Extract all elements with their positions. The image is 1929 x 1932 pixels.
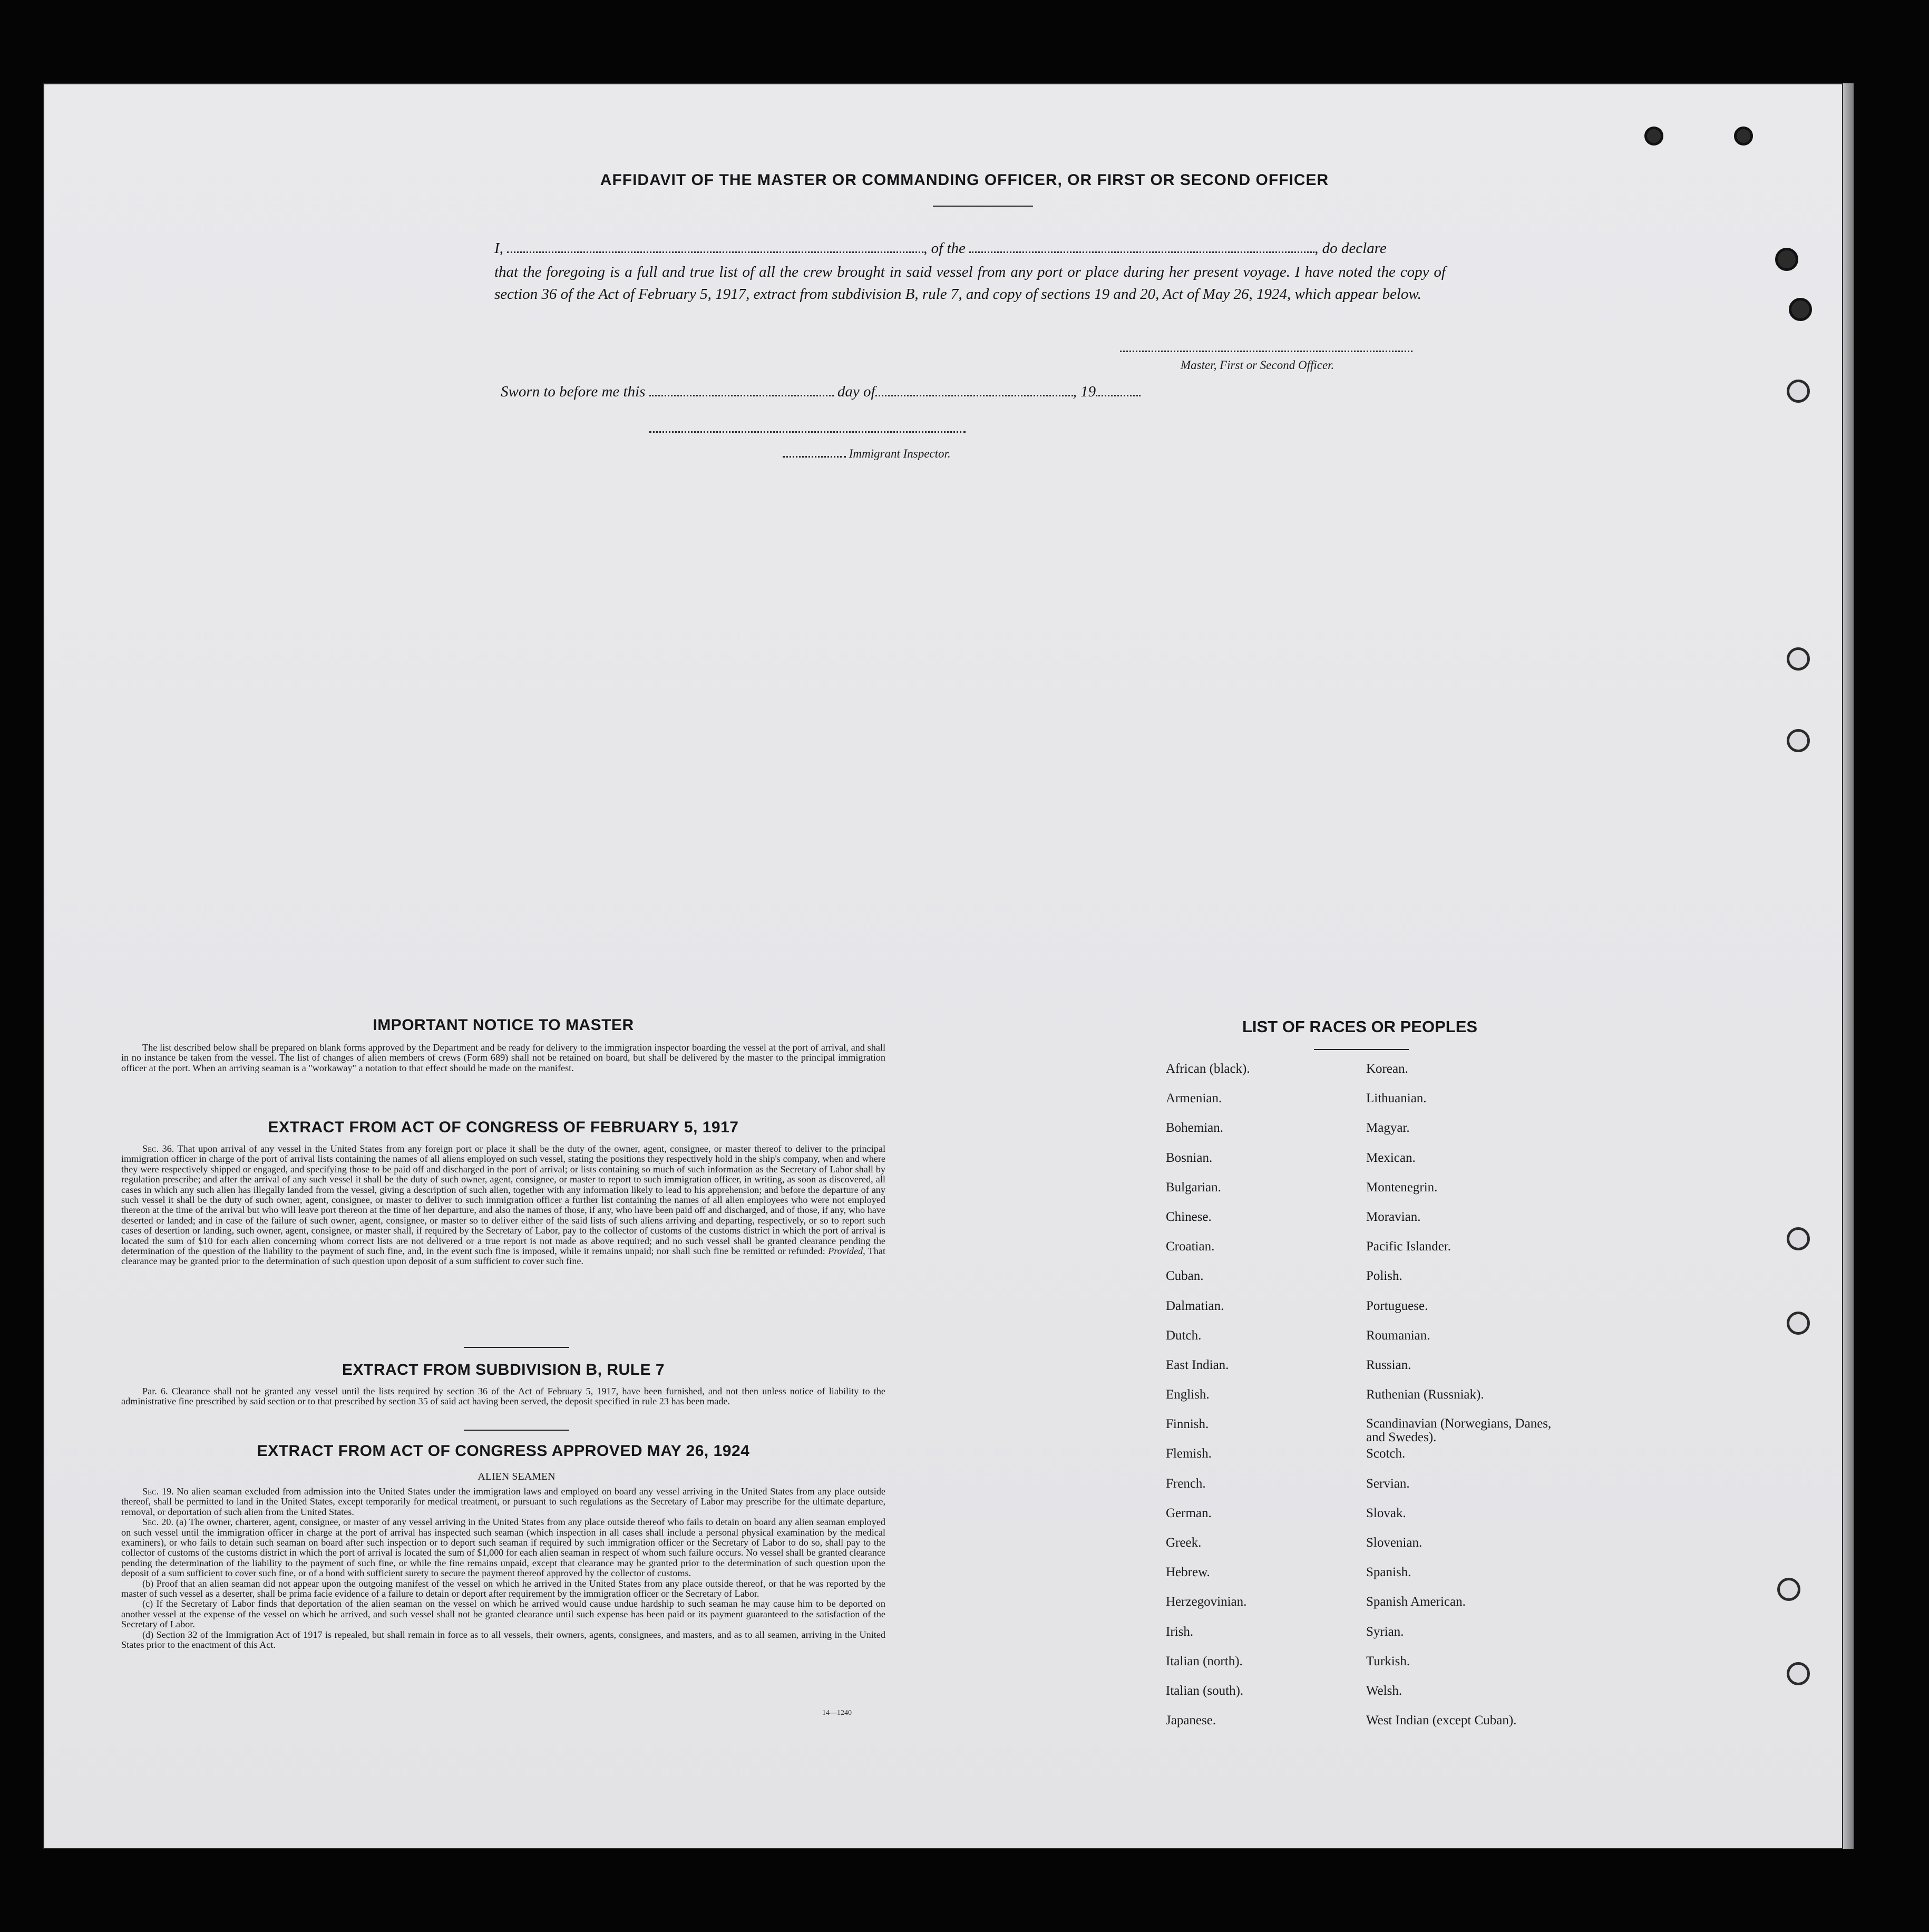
race-item: Irish. — [1166, 1624, 1194, 1639]
binder-hole-icon — [1787, 729, 1810, 752]
binder-hole-icon — [1775, 248, 1798, 271]
sec19-label: Sec. 19. — [142, 1486, 174, 1497]
extract-1924-body — [121, 1487, 885, 1651]
race-item: Bohemian. — [1166, 1121, 1224, 1135]
race-item: Pacific Islander. — [1366, 1239, 1451, 1254]
race-item: Chinese. — [1166, 1209, 1212, 1224]
races-right-column — [1366, 1062, 1587, 1743]
race-item: Scotch. — [1366, 1446, 1406, 1461]
race-item: Dutch. — [1166, 1328, 1202, 1343]
binder-hole-icon — [1777, 1578, 1800, 1601]
extract-1917-title: EXTRACT FROM ACT OF CONGRESS OF FEBRUARY 5, 1917 — [268, 1119, 739, 1136]
race-item: Armenian. — [1166, 1091, 1222, 1106]
race-item: German. — [1166, 1506, 1212, 1520]
sec36-label: Sec. 36. — [142, 1143, 174, 1154]
race-item: Scandinavian (Norwegians, Danes, and Swedes). — [1366, 1416, 1552, 1445]
race-item: Flemish. — [1166, 1446, 1212, 1461]
races-left-column — [1166, 1062, 1387, 1743]
race-item: Hebrew. — [1166, 1565, 1210, 1580]
section-divider — [464, 1347, 569, 1348]
race-item: Dalmatian. — [1166, 1298, 1224, 1313]
affidavit-i-label: I, — [494, 240, 503, 257]
race-item: Polish. — [1366, 1269, 1402, 1284]
binder-hole-icon — [1789, 298, 1812, 321]
race-item: Herzegovinian. — [1166, 1595, 1247, 1609]
section-divider — [464, 1430, 569, 1431]
inspector-line — [783, 447, 951, 461]
sec20b-paragraph: (b) Proof that an alien seaman did not appear upon the outgoing manifest of the vessel on which he arrived in the United States from any place outside thereof, or that he was reported by the master of such vessel as a deserter, shall be prima facie evidence of a failure to detain or deport after requirement by the immigration officer or the Secretary of Labor. — [121, 1578, 885, 1599]
affidavit-do-declare-label: , do declare — [1314, 240, 1387, 257]
year-prefix-label: , 19 — [1073, 383, 1096, 400]
alien-seamen-subtitle: ALIEN SEAMEN — [478, 1471, 556, 1482]
race-item: Montenegrin. — [1366, 1180, 1438, 1195]
vessel-name-field[interactable] — [969, 251, 1314, 253]
race-item: Bosnian. — [1166, 1150, 1213, 1165]
rule7-body: Par. 6. Clearance shall not be granted any vessel until the lists required by section 36 of the Act of February 5, 1917, have been furnished, and not then unless notice of liability to the administrative fine prescribed by said section or to that prescribed by section 35 of said act having been served, the deposit specified in rule 23 has been made. — [121, 1386, 885, 1407]
sheet-edge — [1843, 83, 1854, 1849]
race-item: Spanish. — [1366, 1565, 1411, 1580]
day-of-label: day of — [837, 383, 875, 400]
race-item: Bulgarian. — [1166, 1180, 1221, 1195]
race-item: Ruthenian (Russniak). — [1366, 1387, 1484, 1402]
race-item: Magyar. — [1366, 1121, 1410, 1135]
binder-hole-icon — [1644, 127, 1663, 145]
race-item: Roumanian. — [1366, 1328, 1430, 1343]
binder-hole-icon — [1787, 1662, 1810, 1685]
extract-1917-body — [121, 1144, 885, 1267]
race-item: Korean. — [1366, 1062, 1408, 1076]
title-divider — [933, 206, 1033, 207]
race-item: Moravian. — [1366, 1209, 1421, 1224]
notice-title: IMPORTANT NOTICE TO MASTER — [373, 1016, 634, 1034]
affidavit-title: AFFIDAVIT OF THE MASTER OR COMMANDING OFFICER, OR FIRST OR SECOND OFFICER — [600, 171, 1329, 189]
race-item: Portuguese. — [1366, 1298, 1428, 1313]
race-item: Greek. — [1166, 1536, 1202, 1550]
binder-hole-icon — [1734, 127, 1753, 145]
provided-word: Provided, — [828, 1246, 865, 1257]
sec19-text: No alien seaman excluded from admission into the United States under the immigration laws and employed on board any vessel arriving in the United States from any place outside thereof, shall be permitted to land in the United States, except temporarily for medical treatment, or pursuant to such regulations as the Secretary of Labor may prescribe for the ultimate departure, removal, or deportation of such alien from the United States. — [121, 1486, 885, 1517]
sec20-label: Sec. 20. — [142, 1517, 174, 1528]
race-item: Italian (south). — [1166, 1683, 1244, 1698]
binder-hole-icon — [1787, 1312, 1810, 1335]
race-item: Spanish American. — [1366, 1595, 1466, 1609]
race-item: Slovak. — [1366, 1506, 1406, 1520]
binder-hole-icon — [1787, 647, 1810, 671]
master-signature-field[interactable] — [1120, 351, 1412, 352]
race-item: English. — [1166, 1387, 1210, 1402]
races-title: LIST OF RACES OR PEOPLES — [1242, 1017, 1478, 1036]
sworn-day-field[interactable] — [649, 395, 834, 396]
inspector-signature-field[interactable] — [649, 431, 966, 433]
race-item: West Indian (except Cuban). — [1366, 1713, 1517, 1728]
race-item: African (black). — [1166, 1062, 1250, 1076]
race-item: French. — [1166, 1476, 1206, 1491]
race-item: Russian. — [1366, 1357, 1411, 1372]
sec20d-paragraph: (d) Section 32 of the Immigration Act of 1917 is repealed, but shall remain in force as to all vessels, their owners, agents, consignees, and masters, and as to all seamen, arriving in the United States prior to the enactment of this Act. — [121, 1629, 885, 1651]
affidavit-declarant-line — [494, 237, 1446, 259]
race-item: Lithuanian. — [1366, 1091, 1427, 1106]
race-item: Syrian. — [1366, 1624, 1404, 1639]
declarant-name-field[interactable] — [507, 251, 923, 253]
race-item: Servian. — [1366, 1476, 1410, 1491]
master-signature-label: Master, First or Second Officer. — [1181, 358, 1334, 372]
race-item: East Indian. — [1166, 1357, 1229, 1372]
race-item: Finnish. — [1166, 1417, 1209, 1432]
race-item: Mexican. — [1366, 1150, 1416, 1165]
binder-hole-icon — [1787, 1227, 1810, 1250]
sworn-year-field[interactable] — [1096, 395, 1141, 396]
sec20a-paragraph — [121, 1517, 885, 1578]
race-item: Croatian. — [1166, 1239, 1215, 1254]
sworn-month-field[interactable] — [875, 395, 1073, 396]
race-item: Slovenian. — [1366, 1536, 1423, 1550]
race-item: Cuban. — [1166, 1269, 1204, 1284]
sec36-text: That upon arrival of any vessel in the United States from any foreign port or place it shall be the duty of the owner, agent, consignee, or master thereof to deliver to the principal immigration officer in charge of the port of arrival lists containing the names of all aliens employed on such vessel, stating the positions they respectively hold in the ship's company, when and where they were respectively shipped or engaged, and specifying those to be paid off and discharged in the port of arrival; or lists containing so much of such information as the Secretary of Labor shall by regulation prescribe; and after the arrival of any such vessel it shall be the duty of such owner, agent, consignee, or master to report to such immigration officer, in writing, as soon as discovered, all cases in which any such alien has illegally landed from the vessel, giving a description of such alien, together with any information likely to lead to his apprehension; and before the departure of any such vessel it shall be the duty of such owner, agent, consignee, or master to deliver to such immigration officer a further list containing the names of all alien employees who were not employed thereon at the time of the arrival but who will leave port thereon at the time of her departure, and also the names of those, if any, who have been paid off and discharged, and of those, if any, who have deserted or landed; and in case of the failure of such owner, agent, consignee, or master so to deliver either of the said lists of such aliens arriving and departing, respectively, or so to report such cases of desertion or landing, such owner, agent, consignee, or master shall, if required by the Secretary of Labor, pay to the collector of customs of the customs district in which the port of arrival is located the sum of $10 for each alien concerning whom correct lists are not delivered or a true report is not made as above required; and no such vessel shall be granted clearance pending the determination of the question of the liability to the payment of such fine, and, in the event such fine is imposed, while it remains unpaid; nor shall such fine be remitted or refunded: — [121, 1143, 885, 1257]
sworn-label: Sworn to before me this — [501, 383, 646, 400]
affidavit-of-the-label: , of the — [923, 240, 966, 257]
sec36-text-end: That clearance may be granted prior to the determination of such question upon deposit of a sum sufficient to cover such fine. — [121, 1246, 886, 1267]
inspector-label: Immigrant Inspector. — [849, 447, 951, 460]
sec19-paragraph — [121, 1487, 885, 1517]
form-number: 14—1240 — [822, 1709, 852, 1717]
race-item: Italian (north). — [1166, 1654, 1243, 1668]
race-item: Welsh. — [1366, 1683, 1402, 1698]
extract-1924-title: EXTRACT FROM ACT OF CONGRESS APPROVED MAY 26, 1924 — [257, 1442, 750, 1460]
sec20a-text: (a) The owner, charterer, agent, consignee, or master of any vessel arriving in the United States from any place outside thereof who fails to detain on board any alien seaman employed on such vessel until the immigration officer in charge at the port of arrival has inspected such seaman (which inspection in all cases shall include a personal physical examination by the medical examiners), or who fails to detain such seaman on board after such inspection or to deport such seaman if required by such immigration officer or the Secretary of Labor to do so, shall pay to the collector of customs of the customs district in which the port of arrival is located the sum of $1,000 for each alien seaman in respect of whom such failure occurs. No vessel shall be granted clearance pending the determination of the liability to the payment of such fine, or while the fine remains unpaid, except that clearance may be granted prior to the determination of such question upon the deposit of a sum sufficient to cover such fine, or of a bond with sufficient surety to secure the payment thereof approved by the collector of customs. — [121, 1517, 886, 1579]
race-item: Japanese. — [1166, 1713, 1216, 1728]
sec20c-paragraph: (c) If the Secretary of Labor finds that deportation of the alien seaman on the vessel on which he arrived would cause undue hardship to such seaman he may cause him to be deported on another vessel at the expense of the vessel on which he arrived, and such vessel shall not be granted clearance until such expense has been paid or its payment guaranteed to the satisfaction of the Secretary of Labor. — [121, 1598, 885, 1630]
binder-hole-icon — [1787, 380, 1810, 403]
rule7-title: EXTRACT FROM SUBDIVISION B, RULE 7 — [342, 1361, 665, 1378]
sworn-line — [501, 381, 1239, 403]
affidavit-body: that the foregoing is a full and true list of all the crew brought in said vessel from any port or place during her present voyage. I have noted the copy of section 36 of the Act of February 5, 1917, extract from subdivision B, rule 7, and copy of sections 19 and 20, Act of May 26, 1924, which appear below. — [494, 264, 1446, 303]
race-item: Turkish. — [1366, 1654, 1410, 1668]
races-divider — [1314, 1049, 1409, 1050]
notice-body: The list described below shall be prepared on blank forms approved by the Department and be ready for delivery to the immigration inspector boarding the vessel at the port of arrival, and shall in no instance be taken from the vessel. The list of changes of alien members of crews (Form 689) shall not be retained on board, but shall be delivered by the master to the principal immigration officer at the port. When an arriving seaman is a "workaway" a notation to that effect should be made on the manifest. — [121, 1042, 885, 1073]
